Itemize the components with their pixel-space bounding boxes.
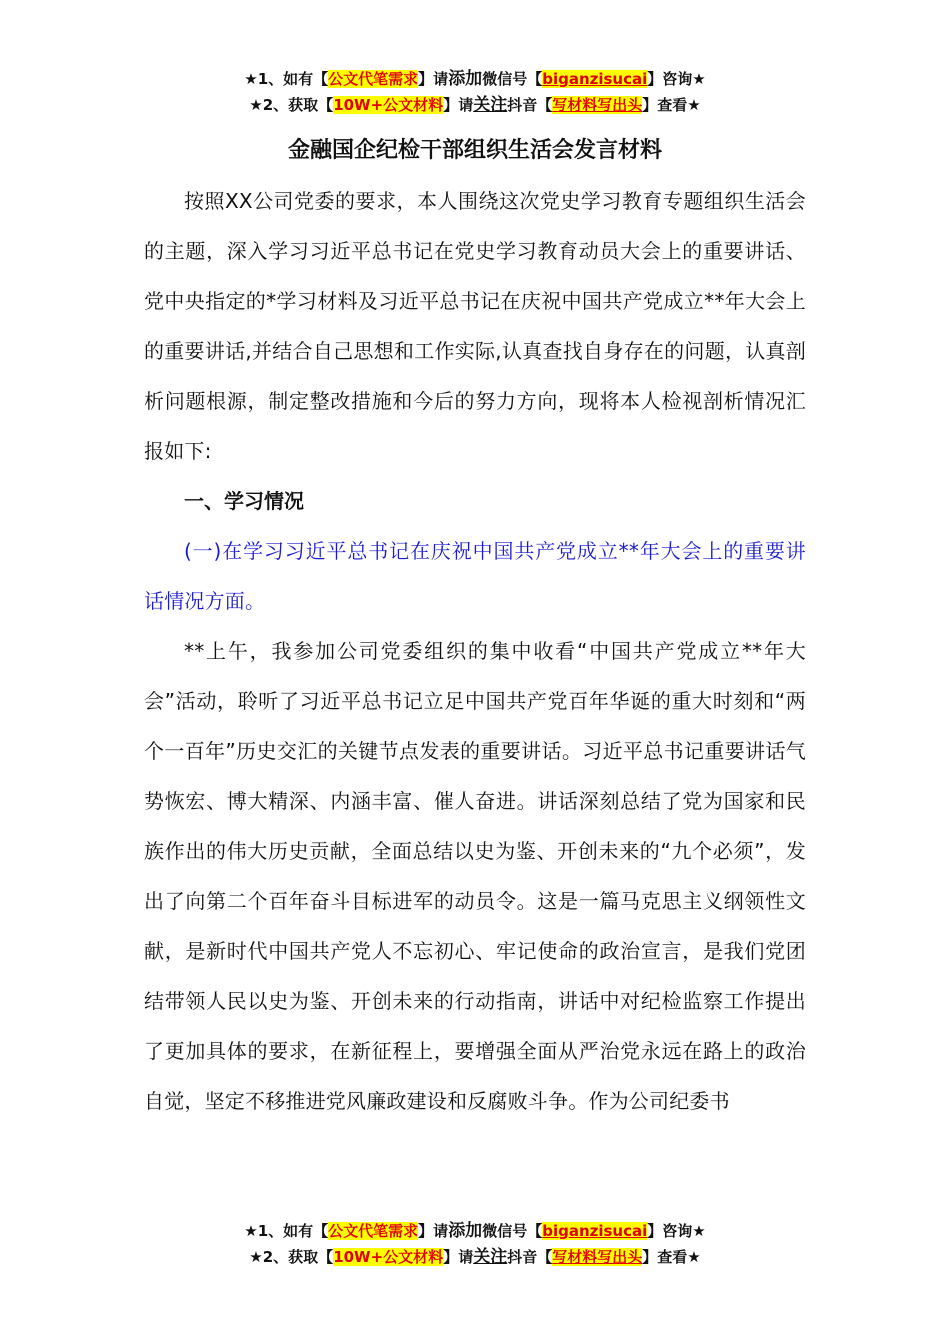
intro-paragraph: 按照XX公司党委的要求，本人围绕这次党史学习教育专题组织生活会的主题，深入学习习近平总书记在党史学习教育动员大会上的重要讲话、党中央指定的*学习材料及习近平总书记在庆祝中国共产党成立**年大会上的重要讲话,并结合自己思想和工作实际,认真查找自身存在的问题，认真剖析问题根源，制定整改措施和今后的努力方向，现将本人检视剖析情况汇报如下: bbox=[144, 189, 806, 463]
banner-emphasis-follow: 关注 bbox=[473, 95, 508, 115]
banner-douyin-id: 写材料写出头 bbox=[552, 1248, 643, 1266]
section-heading: 一、学习情况 bbox=[184, 489, 304, 513]
banner-highlight-materials: 10W+公文材料 bbox=[333, 1248, 444, 1266]
banner-line-1: ★1、如有【公文代笔需求】请添加微信号【biganzisucai】咨询★ bbox=[244, 69, 706, 89]
banner-highlight-materials: 10W+公文材料 bbox=[333, 96, 444, 114]
document-body bbox=[144, 176, 806, 1126]
banner-line-2: ★2、获取【10W+公文材料】请关注抖音【写材料写出头】查看★ bbox=[249, 95, 701, 115]
banner-highlight-service: 公文代笔需求 bbox=[328, 1222, 419, 1240]
banner-wechat-id: biganzisucai bbox=[542, 70, 648, 88]
bottom-banner bbox=[0, 1218, 950, 1270]
banner-line-1: ★1、如有【公文代笔需求】请添加微信号【biganzisucai】咨询★ bbox=[244, 1221, 706, 1241]
banner-emphasis-add: 添加 bbox=[448, 1221, 483, 1241]
banner-emphasis-follow: 关注 bbox=[473, 1247, 508, 1267]
banner-wechat-id: biganzisucai bbox=[542, 1222, 648, 1240]
document-title: 金融国企纪检干部组织生活会发言材料 bbox=[287, 138, 662, 163]
banner-douyin-id: 写材料写出头 bbox=[552, 96, 643, 114]
banner-highlight-service: 公文代笔需求 bbox=[328, 70, 419, 88]
body-paragraph: **上午，我参加公司党委组织的集中收看“中国共产党成立**年大会”活动，聆听了习近平总书记立足中国共产党百年华诞的重大时刻和“两个一百年”历史交汇的关键节点发表的重要讲话。习近平总书记重要讲话气势恢宏、博大精深、内涵丰富、催人奋进。讲话深刻总结了党为国家和民族作出的伟大历史贡献，全面总结以史为鉴、开创未来的“九个必须”，发出了向第二个百年奋斗目标进军的动员令。这是一篇马克思主义纲领性文献，是新时代中国共产党人不忘初心、牢记使命的政治宣言，是我们党团结带领人民以史为鉴、开创未来的行动指南，讲话中对纪检监察工作提出了更加具体的要求，在新征程上，要增强全面从严治党永远在路上的政治自觉，坚定不移推进党风廉政建设和反腐败斗争。作为公司纪委书 bbox=[144, 639, 806, 1113]
subsection-heading: (一)在学习习近平总书记在庆祝中国共产党成立**年大会上的重要讲话情况方面。 bbox=[144, 539, 806, 613]
banner-line-2: ★2、获取【10W+公文材料】请关注抖音【写材料写出头】查看★ bbox=[249, 1247, 701, 1267]
banner-emphasis-add: 添加 bbox=[448, 69, 483, 89]
top-banner bbox=[0, 66, 950, 118]
